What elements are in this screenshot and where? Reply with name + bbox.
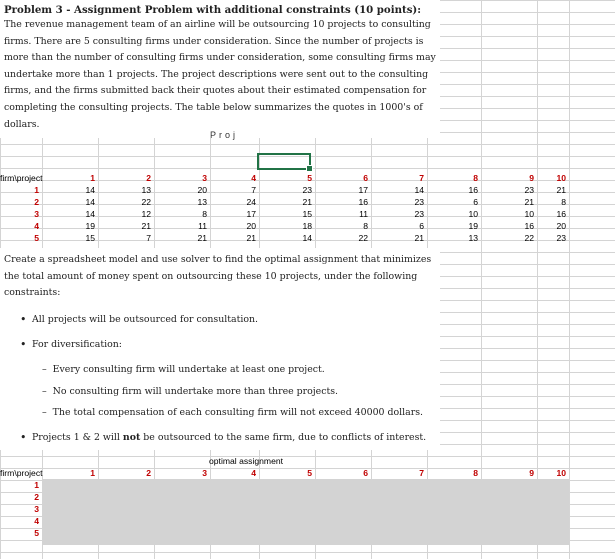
task-line: constraints: — [4, 287, 61, 299]
firm-label[interactable]: 5 — [34, 528, 39, 538]
quote-cell[interactable]: 6 — [419, 221, 424, 231]
project-header[interactable]: 5 — [307, 468, 312, 478]
bullet-text: For diversification: — [32, 339, 122, 350]
quote-cell[interactable]: 13 — [141, 185, 151, 195]
table-corner-label[interactable]: firm\project — [0, 173, 43, 183]
project-header[interactable]: 1 — [90, 173, 95, 183]
quote-cell[interactable]: 23 — [524, 185, 534, 195]
intro-line: more than the number of consulting firms under consideration, some consulting firms may — [4, 52, 436, 64]
bullet-icon: • — [20, 313, 27, 326]
quote-cell[interactable]: 10 — [468, 209, 478, 219]
quote-cell[interactable]: 23 — [414, 209, 424, 219]
dash-icon: – — [42, 407, 47, 418]
quote-cell[interactable]: 20 — [556, 221, 566, 231]
quote-cell[interactable]: 21 — [414, 233, 424, 243]
project-header[interactable]: 4 — [251, 173, 256, 183]
quote-cell[interactable]: 13 — [197, 197, 207, 207]
constraints-text-box — [0, 248, 440, 450]
firm-label[interactable]: 4 — [34, 221, 39, 231]
assignment-input-area[interactable] — [42, 479, 569, 545]
bullet-text-pre: Projects 1 & 2 will — [32, 432, 123, 443]
task-paragraph — [4, 252, 432, 302]
sub-bullet-max-compensation — [42, 407, 423, 419]
quote-cell[interactable]: 22 — [358, 233, 368, 243]
obscured-fragment: Proj — [210, 130, 239, 140]
quote-cell[interactable]: 11 — [359, 209, 368, 219]
quote-cell[interactable]: 16 — [468, 185, 478, 195]
assignment-caption: optimal assignment — [209, 456, 284, 466]
quote-cell[interactable]: 19 — [85, 221, 95, 231]
quote-cell[interactable]: 16 — [556, 209, 566, 219]
quote-cell[interactable]: 24 — [246, 197, 256, 207]
firm-label[interactable]: 2 — [34, 197, 39, 207]
problem-intro — [4, 17, 436, 133]
quote-cell[interactable]: 17 — [246, 209, 256, 219]
project-header[interactable]: 3 — [202, 468, 207, 478]
sub-bullet-text: No consulting firm will undertake more than three projects. — [52, 386, 339, 397]
quote-cell[interactable]: 20 — [246, 221, 256, 231]
selected-cell[interactable] — [257, 153, 311, 170]
quote-cell[interactable]: 21 — [302, 197, 312, 207]
quote-cell[interactable]: 22 — [524, 233, 534, 243]
quote-cell[interactable]: 21 — [246, 233, 256, 243]
quote-cell[interactable]: 21 — [141, 221, 151, 231]
quote-cell[interactable]: 14 — [414, 185, 424, 195]
project-header[interactable]: 3 — [202, 173, 207, 183]
quote-cell[interactable]: 12 — [141, 209, 151, 219]
problem-text-box — [0, 0, 440, 138]
intro-line: The revenue management team of an airline will be outsourcing 10 projects to consulting — [4, 19, 431, 30]
firm-label[interactable]: 1 — [34, 185, 39, 195]
quote-cell[interactable]: 13 — [468, 233, 478, 243]
quote-cell[interactable]: 6 — [473, 197, 478, 207]
project-header[interactable]: 8 — [473, 468, 478, 478]
project-header[interactable]: 8 — [473, 173, 478, 183]
quote-cell[interactable]: 15 — [85, 233, 95, 243]
dash-icon: – — [42, 364, 47, 375]
intro-line: undertake more than 1 projects. The project descriptions were sent out to the consulting — [4, 68, 429, 80]
project-header[interactable]: 5 — [307, 173, 312, 183]
intro-line: dollars. — [4, 118, 40, 130]
quote-cell[interactable]: 21 — [556, 185, 566, 195]
project-header[interactable]: 6 — [363, 173, 368, 183]
bullet-icon: • — [20, 431, 27, 444]
quote-cell[interactable]: 22 — [141, 197, 151, 207]
project-header[interactable]: 7 — [419, 173, 424, 183]
quote-cell[interactable]: 16 — [524, 221, 534, 231]
firm-label[interactable]: 3 — [34, 504, 39, 514]
quote-cell[interactable]: 15 — [302, 209, 312, 219]
sub-bullet-min-project — [42, 364, 325, 376]
bullet-icon: • — [20, 338, 27, 351]
quote-cell[interactable]: 7 — [146, 233, 151, 243]
quote-cell[interactable]: 23 — [556, 233, 566, 243]
project-header[interactable]: 2 — [146, 173, 151, 183]
quote-cell[interactable]: 17 — [358, 185, 368, 195]
project-header[interactable]: 9 — [529, 468, 534, 478]
quote-cell[interactable]: 7 — [251, 185, 256, 195]
problem-title: Problem 3 - Assignment Problem with additional constraints (10 points): — [4, 4, 422, 16]
quote-cell[interactable]: 19 — [468, 221, 478, 231]
quote-cell[interactable]: 14 — [85, 185, 95, 195]
sub-bullet-max-projects — [42, 386, 338, 398]
task-line: Create a spreadsheet model and use solver to find the optimal assignment that minimizes — [4, 254, 432, 265]
task-line: the total amount of money spent on outsourcing these 10 projects, under the following — [4, 270, 418, 282]
intro-line: firms. There are 5 consulting firms under consideration. Since the number of projects is — [4, 35, 424, 47]
project-header[interactable]: 9 — [529, 173, 534, 183]
bullet-text — [32, 432, 426, 444]
project-header[interactable]: 6 — [363, 468, 368, 478]
intro-line: firms, and the firms submitted back their quotes about their estimated compensation for — [4, 85, 427, 97]
quote-cell[interactable]: 21 — [524, 197, 534, 207]
quote-cell[interactable]: 21 — [197, 233, 207, 243]
quote-cell[interactable]: 14 — [85, 209, 95, 219]
bullet-text: All projects will be outsourced for consultation. — [32, 314, 259, 325]
bullet-text-bold: not — [122, 432, 141, 443]
quote-cell[interactable]: 23 — [302, 185, 312, 195]
sub-bullet-text: The total compensation of each consulting firm will not exceed 40000 dollars. — [52, 407, 423, 418]
quote-cell[interactable]: 10 — [524, 209, 534, 219]
firm-label[interactable]: 5 — [34, 233, 39, 243]
quote-cell[interactable]: 18 — [302, 221, 312, 231]
quote-cell[interactable]: 11 — [198, 221, 207, 231]
project-header[interactable]: 2 — [146, 468, 151, 478]
project-header[interactable]: 4 — [251, 468, 256, 478]
quote-cell[interactable]: 8 — [561, 197, 566, 207]
firm-label[interactable]: 4 — [34, 516, 39, 526]
dash-icon: – — [42, 386, 47, 397]
quote-cell[interactable]: 14 — [302, 233, 312, 243]
firm-label[interactable]: 2 — [34, 492, 39, 502]
bullet-text-post: be outsourced to the same firm, due to conflicts of interest. — [140, 432, 427, 443]
intro-line: completing the consulting projects. The table below summarizes the quotes in 1000's of — [4, 101, 423, 113]
quote-cell[interactable]: 8 — [202, 209, 207, 219]
project-header[interactable]: 1 — [90, 468, 95, 478]
sub-bullet-text: Every consulting firm will undertake at least one project. — [52, 364, 325, 375]
project-header[interactable]: 7 — [419, 468, 424, 478]
quote-cell[interactable]: 23 — [414, 197, 424, 207]
firm-label[interactable]: 3 — [34, 209, 39, 219]
quote-cell[interactable]: 8 — [363, 221, 368, 231]
firm-label[interactable]: 1 — [34, 480, 39, 490]
quote-cell[interactable]: 16 — [358, 197, 368, 207]
quote-cell[interactable]: 20 — [197, 185, 207, 195]
table-corner-label[interactable]: firm\project — [0, 468, 43, 478]
project-header[interactable]: 10 — [556, 468, 566, 478]
quote-cell[interactable]: 14 — [85, 197, 95, 207]
project-header[interactable]: 10 — [556, 173, 566, 183]
